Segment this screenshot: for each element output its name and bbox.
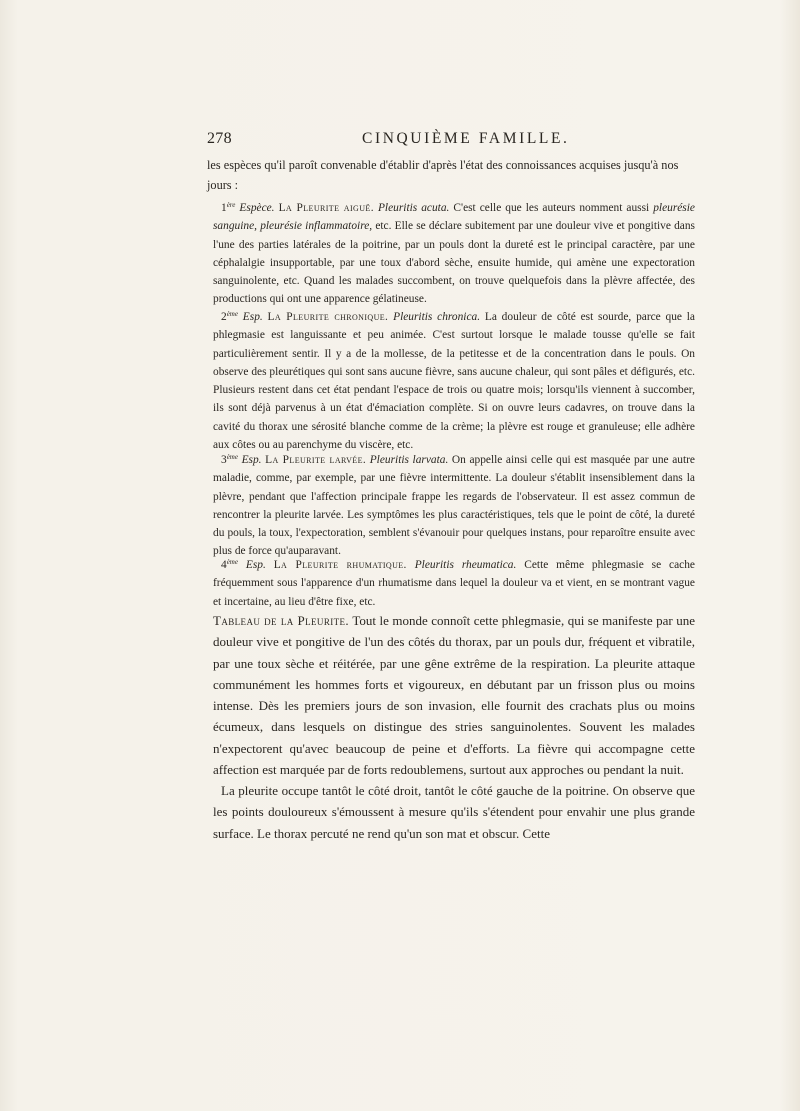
- species-4-name: La Pleurite rhumatique.: [273, 559, 407, 571]
- species-4-ordinal: 4: [221, 559, 227, 571]
- species-4-text: Cette même phlegmasie se cache fréquemment sous l'apparence d'un rhumatisme dans lequel la douleur va et vient, en se montrant vague et incertaine, au lieu d'être fixe, etc.: [213, 559, 695, 608]
- species-3: [213, 448, 695, 561]
- running-head: CINQUIÈME FAMILLE.: [362, 130, 570, 147]
- species-3-text: On appelle ainsi celle qui est masquée par une autre maladie, comme, par exemple, par une fièvre intermittente. La douleur s'établit insensiblement dans la plèvre, pendant que l'affection principale frappe les regards de l'observateur. Il est assez commun de rencontrer la pleurite larvée. Les symptômes les plus caractéristiques, tels que le point de côté, la dureté du pouls, la toux, l'expectoration, semblent s'évanouir pour quelques instans, pour reparoître ensuite avec plus de force qu'auparavant.: [213, 454, 695, 558]
- tableau-section: [213, 610, 695, 780]
- species-1-ordinal-sup: ère: [226, 201, 236, 209]
- species-3-abbrev: Esp.: [241, 454, 262, 466]
- species-1-text-a: C'est celle que les auteurs nomment aussi: [453, 202, 654, 214]
- closing-section: [213, 780, 695, 844]
- species-3-latin: Pleuritis larvata.: [369, 454, 449, 466]
- species-4-ordinal-sup: ème: [226, 558, 238, 566]
- species-1-abbrev: Espèce.: [239, 202, 275, 214]
- species-1-synonyms: pleurésie sanguine, pleurésie inflammatoire,: [213, 202, 695, 233]
- species-3-name: La Pleurite larvée.: [265, 454, 367, 466]
- species-4: [213, 553, 695, 611]
- species-4-latin: Pleuritis rheumatica.: [414, 559, 517, 571]
- intro-paragraph: les espèces qu'il paroît convenable d'établir d'après l'état des connoissances acquises jusqu'à nos jours :: [207, 158, 679, 192]
- closing-paragraph: La pleurite occupe tantôt le côté droit, tantôt le côté gauche de la poitrine. On observe que les points douloureux s'émoussent à mesure qu'ils s'étendent pour envahir une plus grande surface. Le thorax percuté ne rend qu'un son mat et obscur. Cette: [213, 783, 695, 841]
- species-4-abbrev: Esp.: [245, 559, 266, 571]
- species-2-text: La douleur de côté est sourde, parce que la phlegmasie est languissante et peu animée. C'est surtout lorsque le malade tousse qu'elle se fait particulièrement sentir. Il y a de la mollesse, de la petitesse et de la concentration dans le pouls. On observe des pleurétiques qui sont sans aucune fièvre, sans aucune chaleur, qui sont pâles et défigurés, etc. Plusieurs restent dans cet état pendant l'espace de trois ou quatre mois; lorsqu'ils viennent à succomber, ils sont déjà parvenus à un état d'émaciation complète. Si on ouvre leurs cadavres, on trouve dans la cavité du thorax une sérosité blanche comme de la crème; la plèvre est rouge et granuleuse; elle adhère aux côtes ou au parenchyme du viscère, etc.: [213, 311, 695, 452]
- species-3-ordinal: 3: [221, 454, 227, 466]
- species-2-latin: Pleuritis chronica.: [393, 311, 481, 323]
- species-1-latin: Pleuritis acuta.: [377, 202, 450, 214]
- species-2-ordinal-sup: ème: [226, 310, 238, 318]
- species-2-name: La Pleurite chronique.: [267, 311, 389, 323]
- species-1-text-b: etc. Elle se déclare subitement par une douleur vive et pongitive dans l'une des parties latérales de la poitrine, par un pouls dont la dureté est le principal caractère, par une céphalalgie insupportable, par une toux d'abord sèche, ensuite humide, qui amène une expectoration sanguinolente, etc. Quand les malades succombent, on trouve quelquefois dans la plèvre affectée, des productions qui ont une apparence gélatineuse.: [213, 220, 695, 306]
- tableau-text: Tout le monde connoît cette phlegmasie, qui se manifeste par une douleur vive et pongitive de l'un des côtés du thorax, par un pouls dur, fréquent et vibratile, par une toux sèche et réitérée, par une gêne extrême de la respiration. La pleurite attaque communément les hommes forts et vigoureux, en débutant par un frisson plus ou moins intense. Dès les premiers jours de son invasion, elle fournit des crachats plus ou moins écumeux, dans lesquels on distingue des stries sanguinolentes. Souvent les malades n'expectorent qu'avec beaucoup de peine et d'efforts. La fièvre qui accompagne cette affection est marquée par de forts redoublemens, surtout aux approches ou pendant la nuit.: [213, 613, 695, 778]
- page-header: [207, 130, 695, 152]
- species-2-ordinal: 2: [221, 311, 227, 323]
- species-3-ordinal-sup: ème: [226, 453, 238, 461]
- page-number: 278: [207, 130, 232, 147]
- species-2-abbrev: Esp.: [242, 311, 263, 323]
- species-2: [213, 305, 695, 454]
- species-1: [213, 196, 695, 309]
- species-1-name: La Pleurite aiguë.: [278, 202, 374, 214]
- tableau-heading: Tableau de la Pleurite.: [213, 613, 350, 628]
- species-1-ordinal: 1: [221, 202, 227, 214]
